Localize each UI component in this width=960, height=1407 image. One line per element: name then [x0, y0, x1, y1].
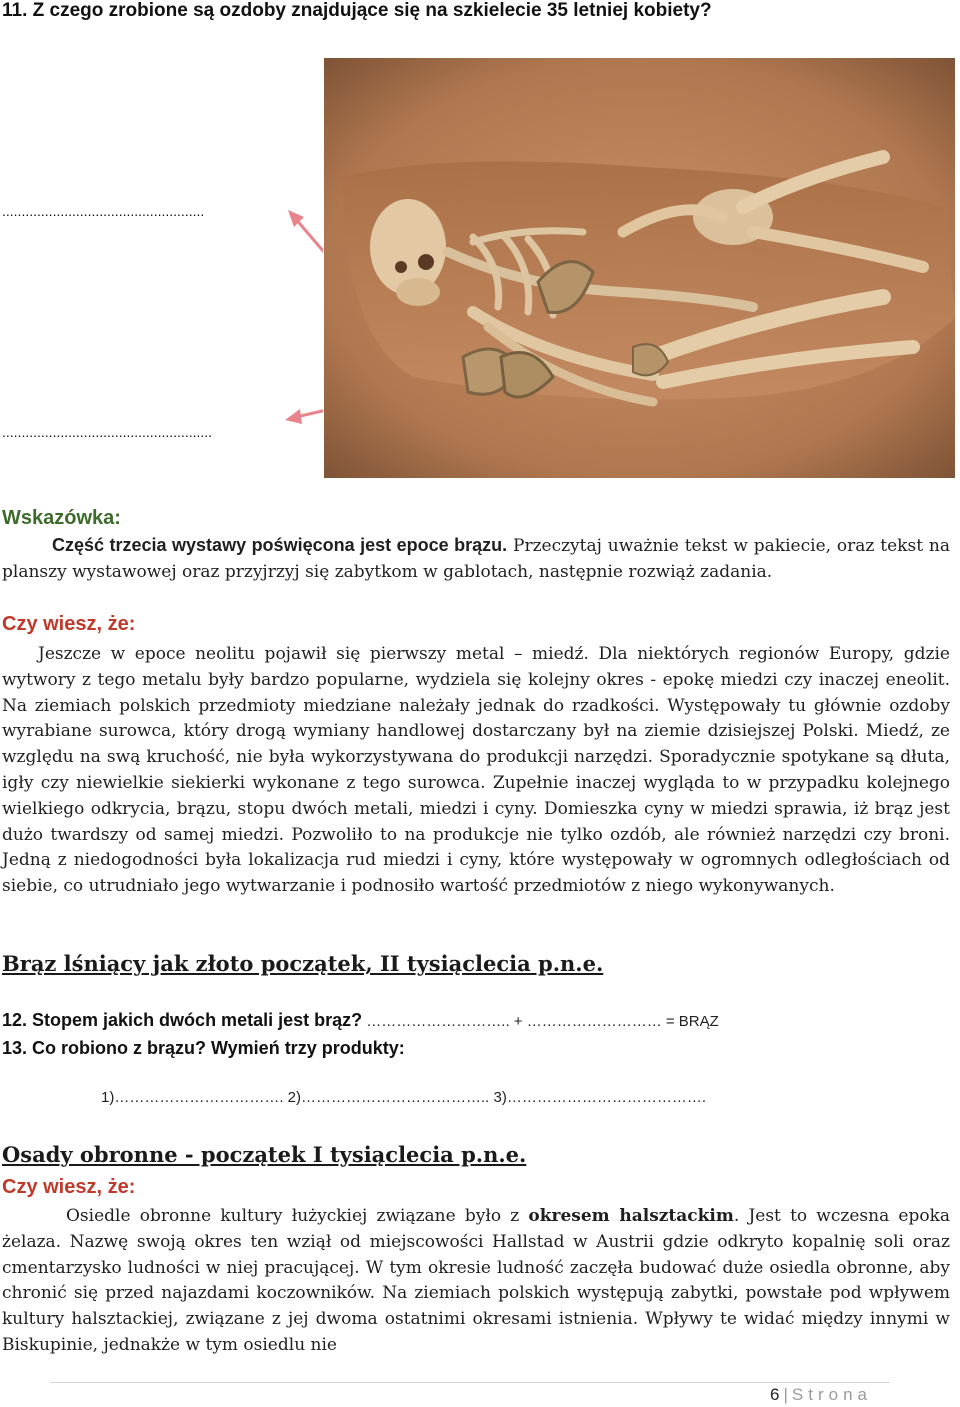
hallstatt-text-start: Osiedle obronne kultury łużyckiej związane było z: [66, 1206, 529, 1226]
footer-separator: |: [783, 1385, 788, 1404]
question-12-fill: ……………………….. + ……………………… = BRĄZ: [362, 1013, 719, 1030]
skeleton-photo: [323, 57, 956, 479]
hallstatt-text-rest: . Jest to wczesna epoka żelaza. Nazwę swoją okres ten wziął od miejscowości Hallstad w Austrii gdzie odkryto kopalnię soli oraz cmentarzysko ludności w niej pracującej. W tym okresie ludność zaczęła budować duże osiedla obronne, aby chronić się przed najazdami koczowników. Na ziemiach polskich występują zabytki, powstałe pod wpływem kultury halsztackiej, związane z jej dwoma ostatnimi okresami istnienia. Wpływy te widać między innymi w Biskupinie, jednakże w tym osiedlu nie: [2, 1206, 951, 1355]
answer-line-2: ......................................................: [2, 424, 213, 440]
hallstatt-paragraph: [2, 1204, 950, 1359]
page-number: 6: [770, 1385, 780, 1404]
hint-text: Przeczytaj uważnie tekst w pakiecie, oraz tekst na planszy wystawowej oraz przyjrzyj się zabytkom w gablotach, następnie rozwiąż zadania.: [2, 536, 950, 582]
did-you-know-heading-2: Czy wiesz, że:: [2, 1176, 136, 1198]
hallstatt-bold-term: okresem halsztackim: [528, 1206, 734, 1226]
hint-bold-text: Część trzecia wystawy poświęcona jest epoce brązu.: [52, 535, 508, 555]
copper-bronze-paragraph: Jeszcze w epoce neolitu pojawił się pierwszy metal – miedź. Dla niektórych regionów Europy, gdzie wytwory z tego metalu były bardzo popularne, wydziela się kolejny okres - epokę miedzi czy inaczej eneolit. Na ziemiach polskich przedmioty miedziane należały jednak do rzadkości. Występowały tu głównie ozdoby wyrabiane surowca, który drogą wymiany handlowej dostarczany był na ziemie dzisiejszej Polski. Miedź, ze względu na swą kruchość, nie była wykorzystywana do produkcji narzędzi. Sporadycznie spotykane są dłuta, igły czy niewielkie siekierki wykonane z tego surowca. Zupełnie inaczej wygląda to w przypadku kolejnego wielkiego odkrycia, brązu, stopu dwóch metali, miedzi i cyny. Domieszka cyny w miedzi sprawia, iż brąz jest dużo twardszy od samej miedzi. Pozwoliło to na produkcje nie tylko ozdób, ale również narzędzi czy broni. Jedną z niedogodności była lokalizacja rud miedzi i cyny, które występowały w ogromnych odległościach od siebie, co utrudniało jego wytwarzanie i podnosiło wartość przedmiotów z niego wykonywanych.: [2, 644, 950, 897]
footer-label: Strona: [791, 1385, 872, 1404]
hint-heading: Wskazówka:: [2, 507, 121, 529]
hint-paragraph: [2, 533, 950, 586]
section-title-bronze: Brąz lśniący jak złoto początek, II tysiąclecia p.n.e.: [2, 951, 604, 976]
did-you-know-heading-1: Czy wiesz, że:: [2, 613, 136, 635]
question-13-answers: 1)……………………………. 2)……………………………….. 3)………………………………….: [101, 1089, 707, 1106]
question-11: 11. Z czego zrobione są ozdoby znajdujące się na szkielecie 35 letniej kobiety?: [2, 0, 712, 21]
footer-divider: [50, 1382, 890, 1383]
question-12: [2, 1010, 719, 1031]
page-footer: [770, 1385, 872, 1405]
question-13: 13. Co robiono z brązu? Wymień trzy produkty:: [2, 1038, 405, 1058]
question-12-text: 12. Stopem jakich dwóch metali jest brąz?: [2, 1010, 363, 1030]
answer-line-1: ....................................................: [2, 203, 205, 219]
section-title-defensive-settlements: Osady obronne - początek I tysiąclecia p.n.e.: [2, 1142, 527, 1167]
